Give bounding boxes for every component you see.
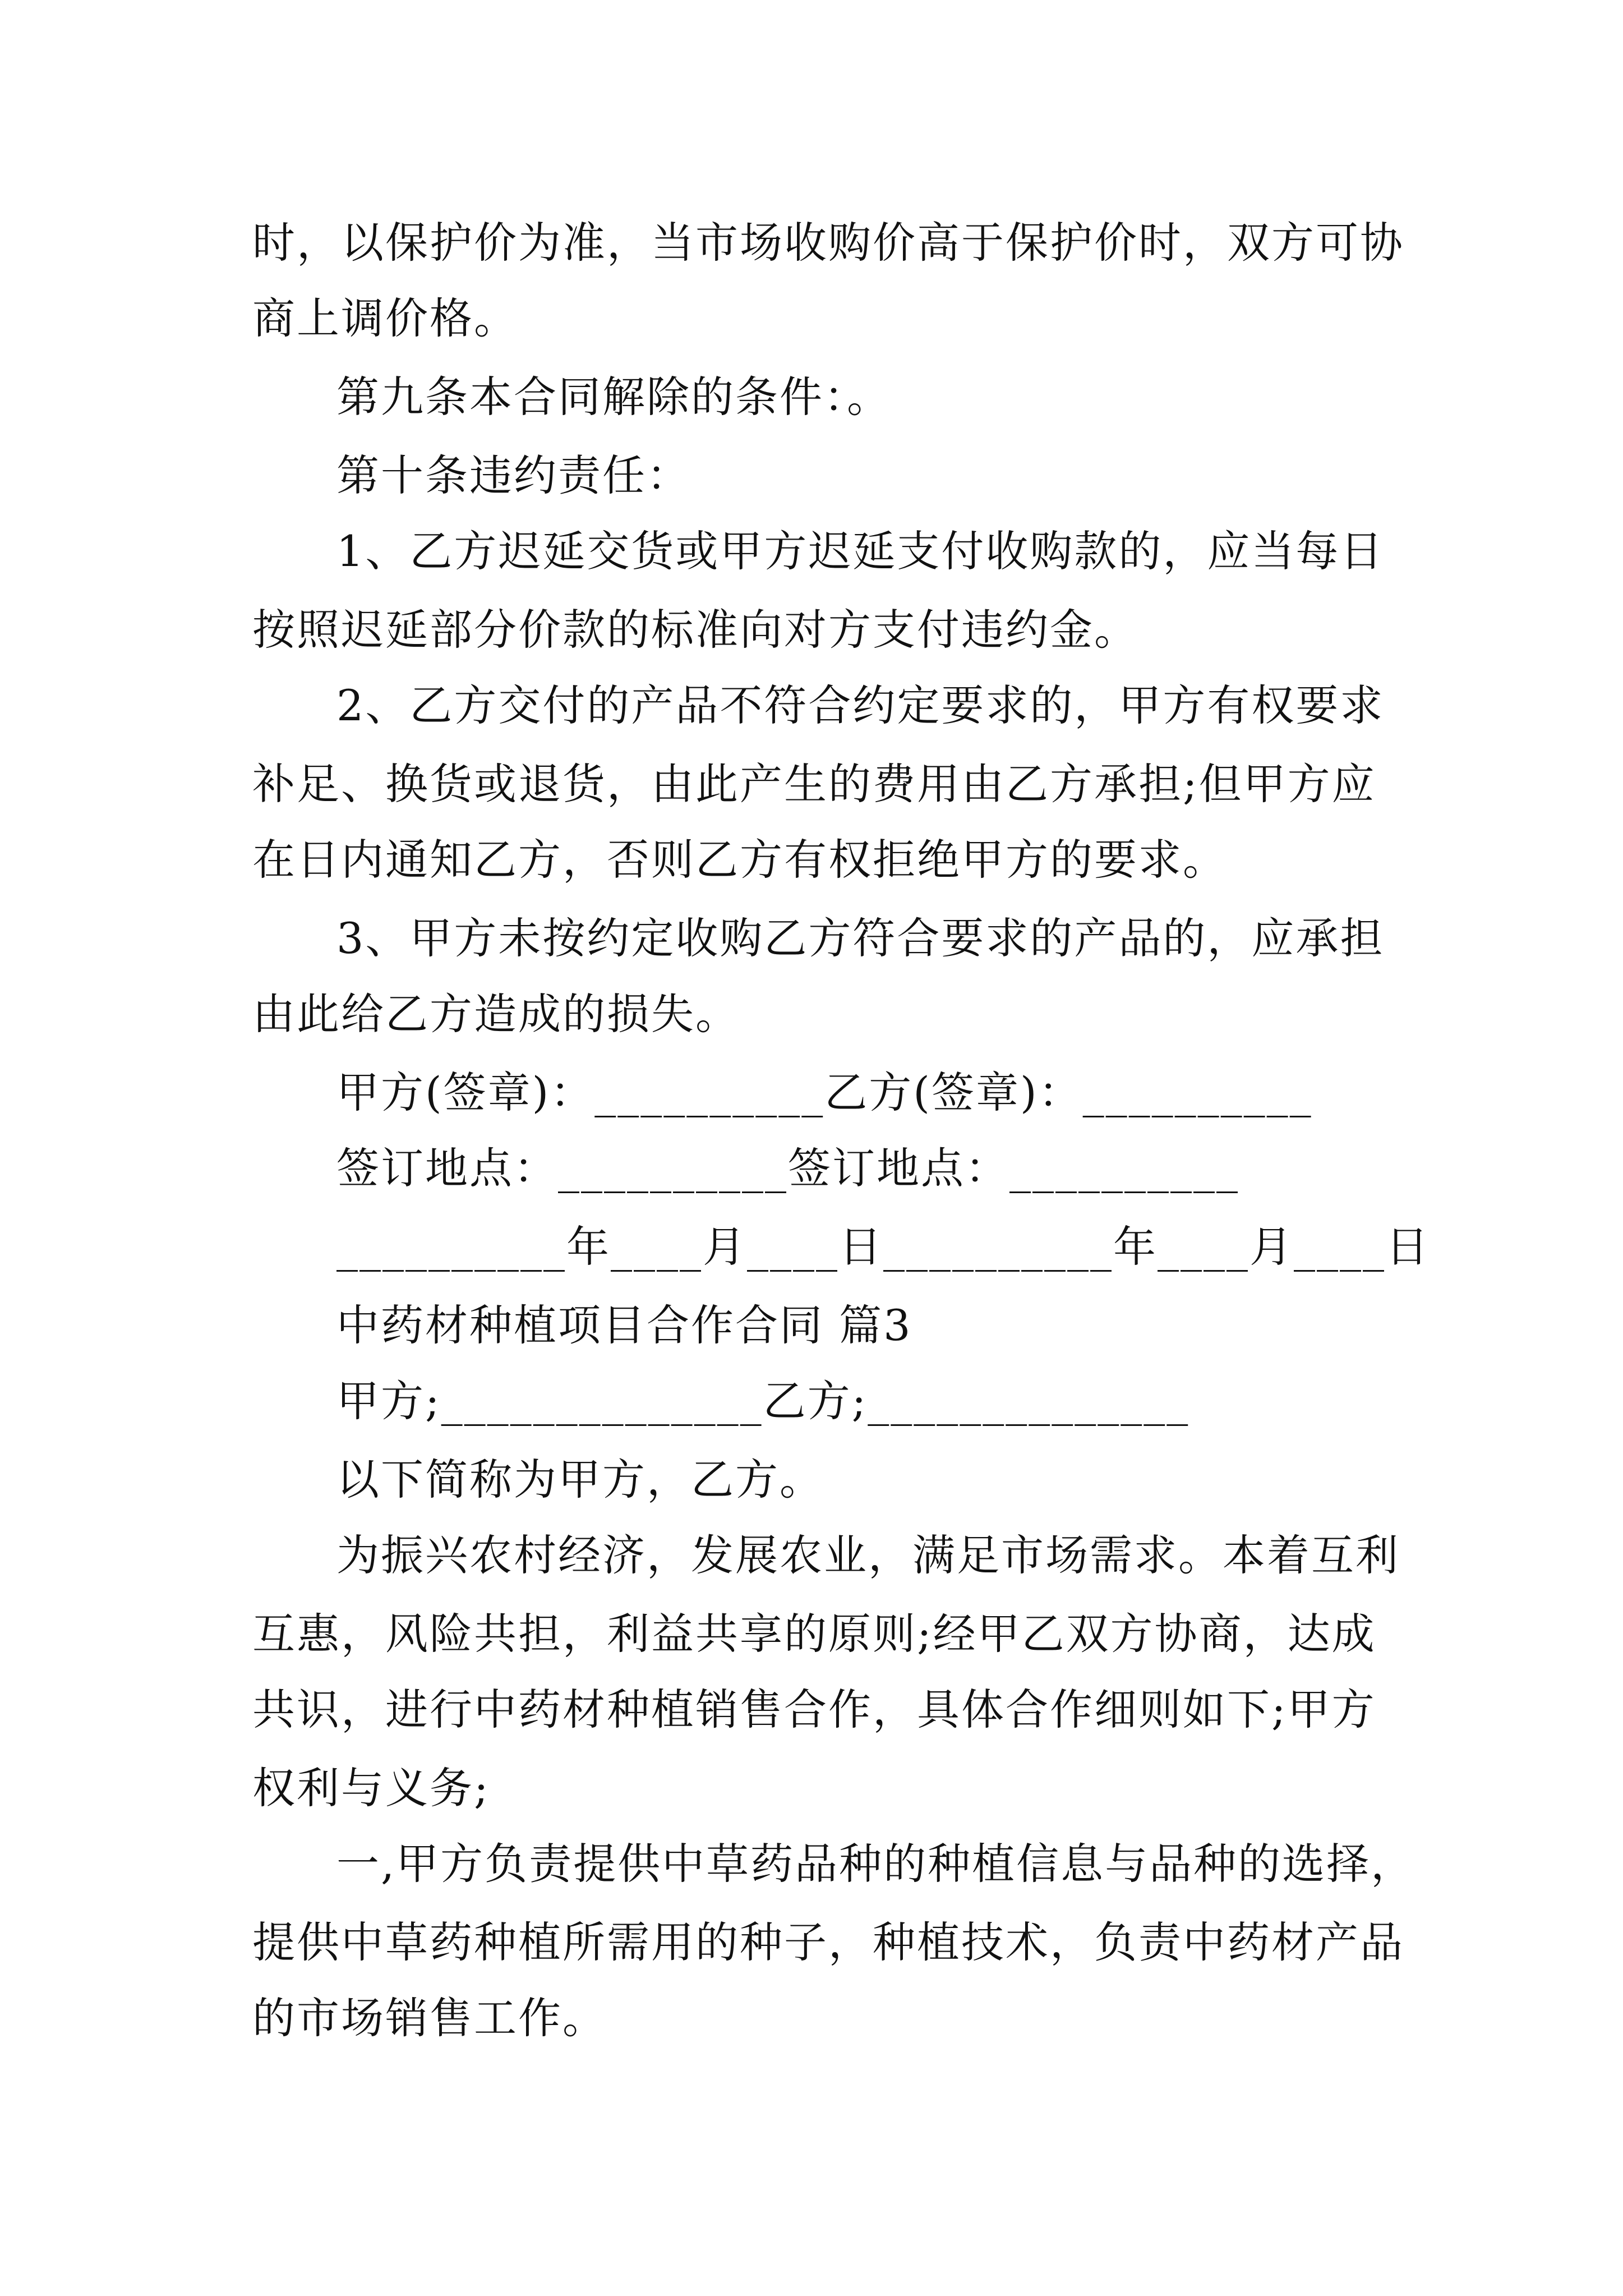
text-line: 以下简称为甲方，乙方。 [336, 1455, 824, 1504]
signature-line: 甲方(签章)：__________乙方(签章)：__________ [336, 1068, 1313, 1117]
text-line: 共识，进行中药材种植销售合作，具体合作细则如下;甲方 [252, 1685, 1376, 1734]
obligation-1-text: 一,甲方负责提供中草药品种的种植信息与品种的选择， [336, 1839, 1415, 1889]
section-title: 中药材种植项目合作合同 篇3 [336, 1300, 912, 1350]
text-line: 在日内通知乙方，否则乙方有权拒绝甲方的要求。 [252, 835, 1227, 885]
text-line: 由此给乙方造成的损失。 [252, 989, 740, 1039]
text-line: 按照迟延部分价款的标准向对方支付违约金。 [252, 605, 1138, 655]
text-line: 商上调价格。 [252, 293, 518, 343]
text-line: 互惠，风险共担，利益共享的原则;经甲乙双方协商，达成 [252, 1609, 1376, 1659]
text-line: 提供中草药种植所需用的种子，种植技术，负责中药材产品 [252, 1917, 1404, 1967]
text-line: 时，以保护价为准，当市场收购价高于保护价时，双方可协 [252, 218, 1404, 268]
signing-date-line: __________年____月____日__________年____月____日 [336, 1222, 1430, 1272]
clause-1-text: 1、乙方迟延交货或甲方迟延支付收购款的，应当每日 [336, 526, 1385, 576]
signing-place-line: 签订地点：__________签订地点：__________ [336, 1143, 1239, 1193]
text-line: 权利与义务; [252, 1763, 490, 1813]
clause-3-text: 3、甲方未按约定收购乙方符合要求的产品的，应承担 [336, 913, 1385, 963]
parties-line: 甲方;______________乙方;______________ [336, 1376, 1190, 1426]
text-line: 补足、换货或退货，由此产生的费用由乙方承担;但甲方应 [252, 759, 1376, 809]
article-9-heading: 第九条本合同解除的条件：。 [336, 372, 891, 422]
article-10-heading: 第十条违约责任： [336, 450, 691, 500]
intro-paragraph-text: 为振兴农村经济，发展农业，满足市场需求。本着互利 [336, 1530, 1400, 1580]
text-line: 的市场销售工作。 [252, 1993, 607, 2043]
clause-2-text: 2、乙方交付的产品不符合约定要求的，甲方有权要求 [336, 680, 1385, 730]
